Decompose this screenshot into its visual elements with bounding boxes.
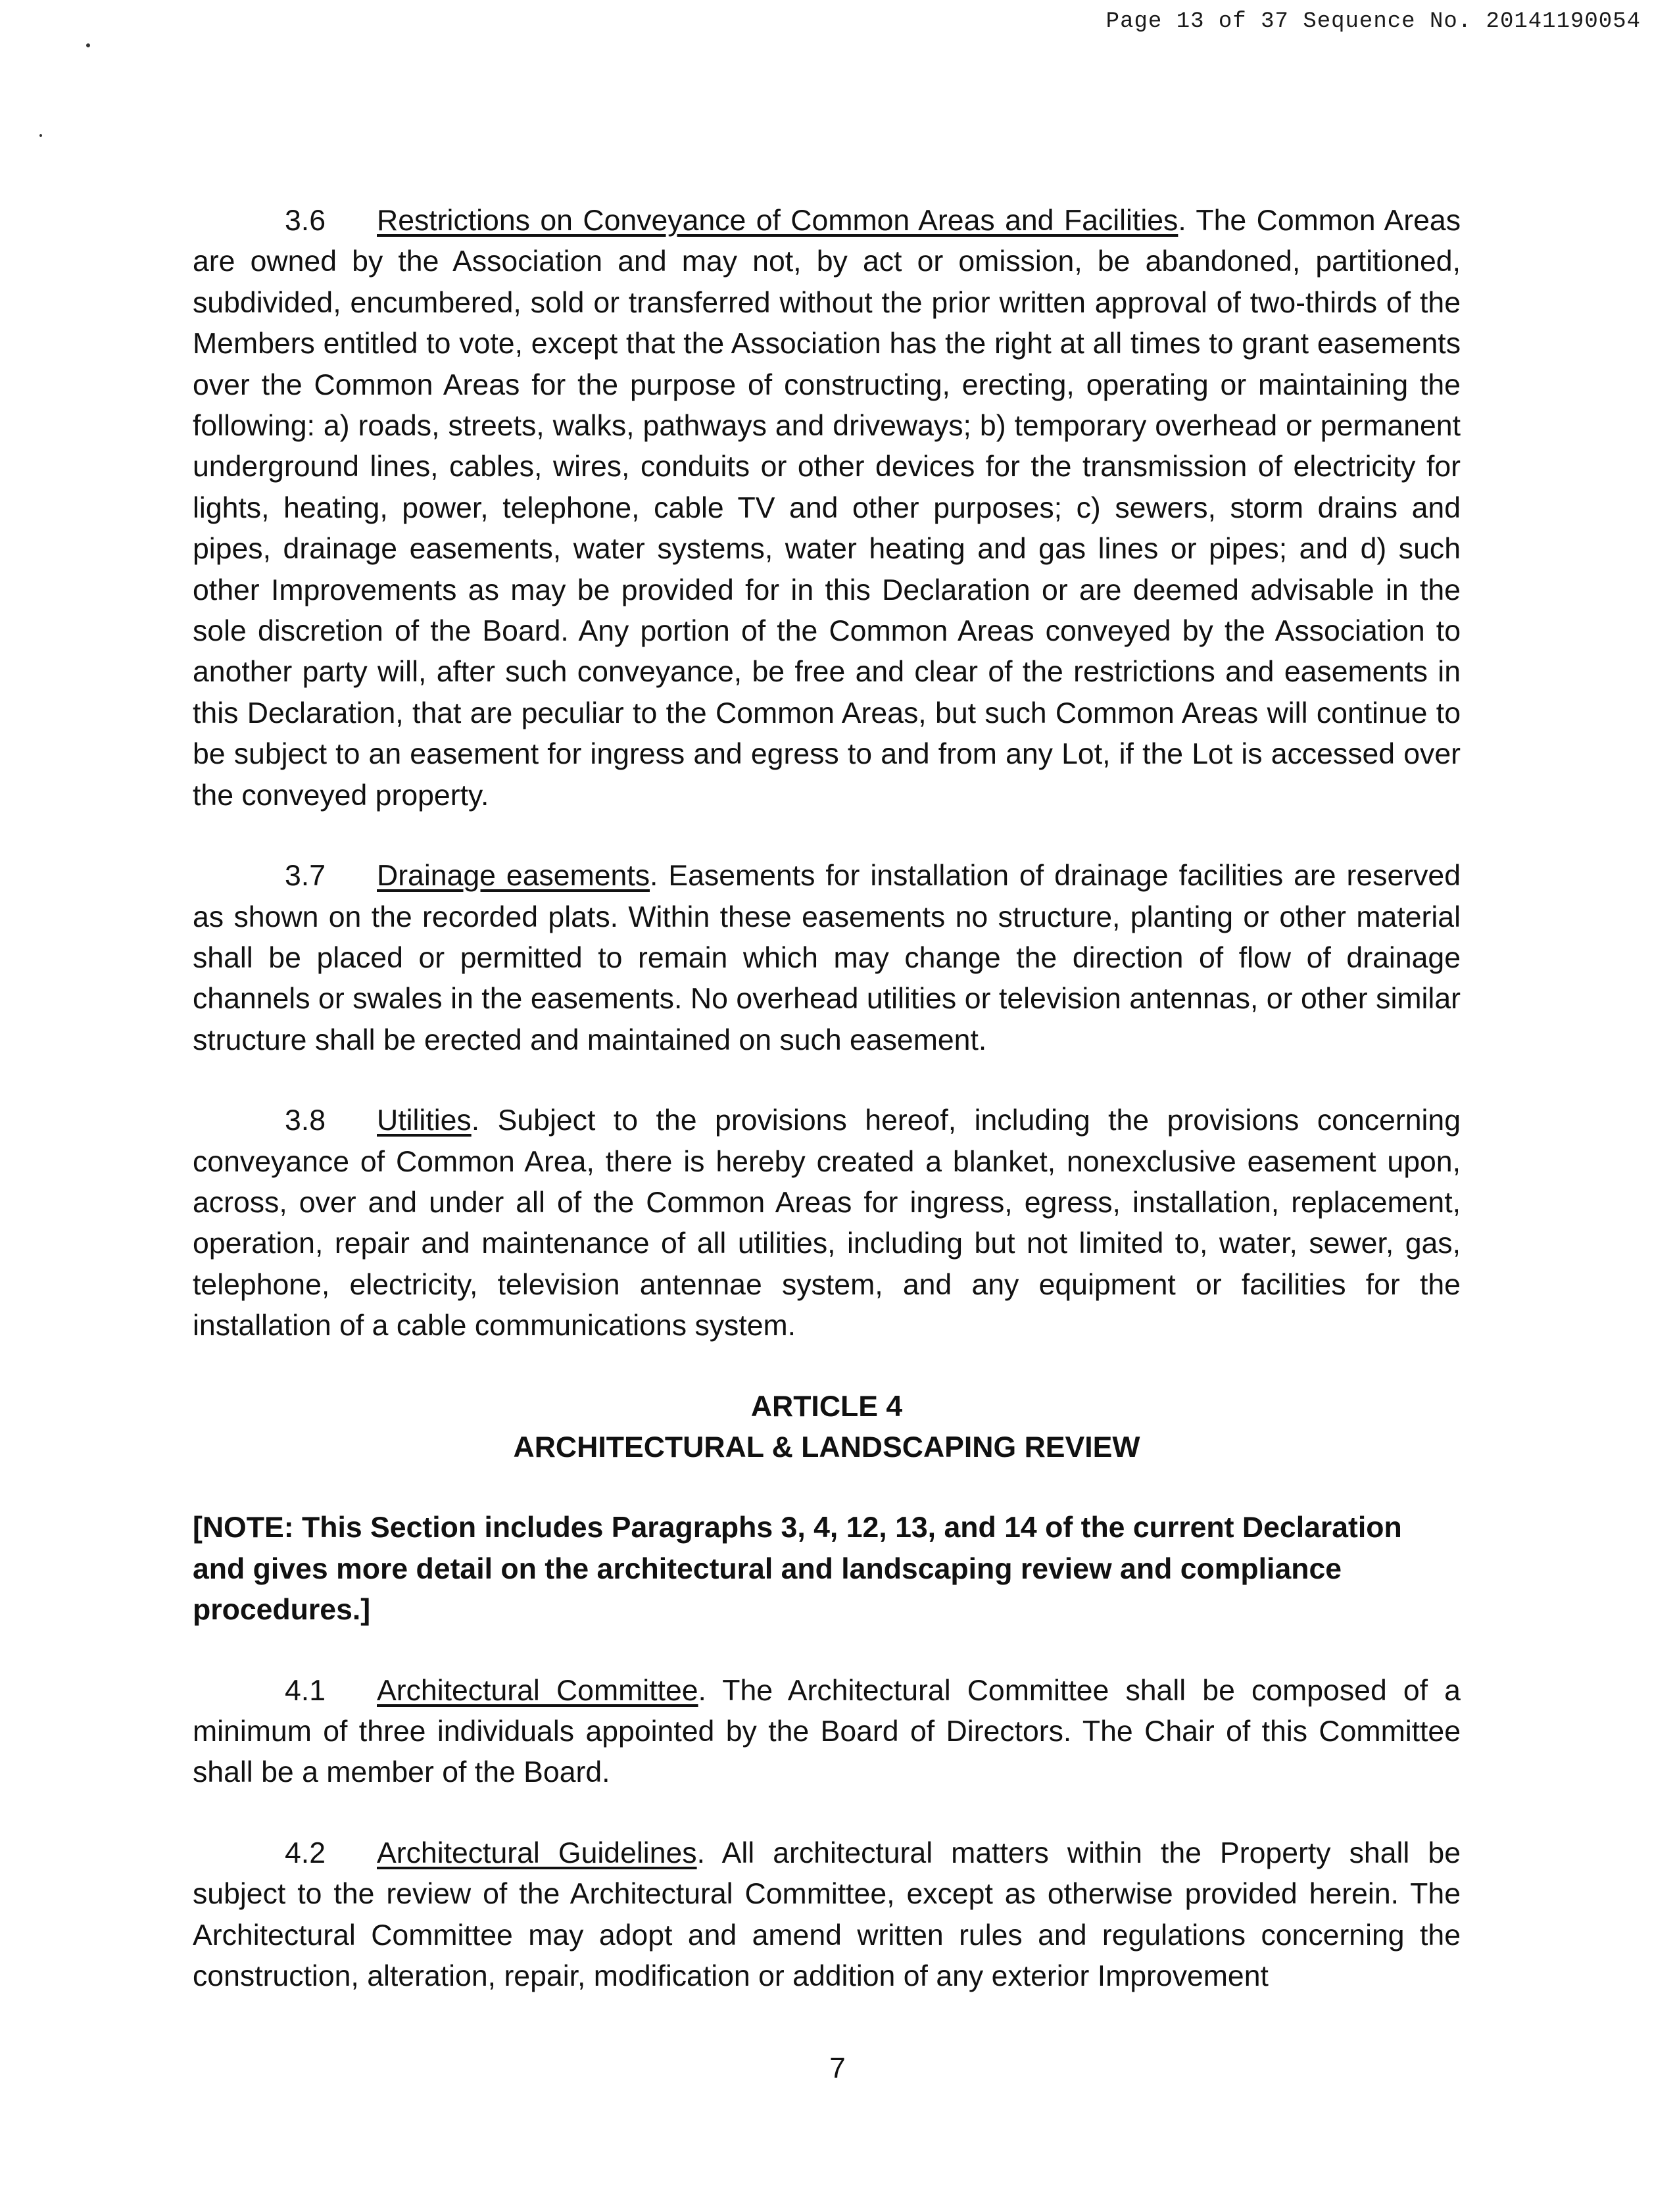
article-heading: [193, 1387, 1461, 1469]
section-title: Architectural Guidelines: [377, 1836, 697, 1869]
scan-speck: [86, 43, 90, 47]
section-body: The Common Areas are owned by the Association and may not, by act or omission, be abandoned, partitioned, subdivided, encumbered, sold or transferred without the prior written approval of two-thirds of the Members entitled to vote, except that the Association has the right at all times to grant easements over the Common Areas for the purpose of constructing, erecting, operating or maintaining the following: a) roads, streets, walks, pathways and driveways; b) temporary overhead or permanent underground lines, cables, wires, conduits or other devices for the transmission of electricity for lights, heating, power, telephone, cable TV and other purposes; c) sewers, storm drains and pipes, drainage easements, water systems, water heating and gas lines or pipes; and d) such other Improvements as may be provided for in this Declaration or are deemed advisable in the sole discretion of the Board. Any portion of the Common Areas conveyed by the Association to another party will, after such conveyance, be free and clear of the restrictions and easements in this Declaration, that are peculiar to the Common Areas, but such Common Areas will continue to be subject to an easement for ingress and egress to and from any Lot, if the Lot is accessed over the conveyed property.: [193, 205, 1461, 812]
section-3-8: 3.8 Utilities. Subject to the provisions hereof, including the provisions concerning conveyance of Common Area, there is hereby created a blanket, nonexclusive easement upon, across, over and under all of the Common Areas for ingress, egress, installation, replacement, operation, repair and maintenance of all utilities, including but not limited to, water, sewer, gas, telephone, electricity, television antennae system, and any equipment or facilities for the installation of a cable communications system.: [193, 1100, 1461, 1346]
section-body: All architectural matters within the Property shall be subject to the review of the Architectural Committee, except as otherwise provided herein. The Architectural Committee may adopt and amend written rules and regulations concerning the construction, alteration, repair, modification or addition of any exterior Improvement: [193, 1836, 1461, 1993]
article-label: ARTICLE 4: [750, 1390, 903, 1423]
section-title: Utilities: [377, 1104, 472, 1137]
section-number: 3.6: [285, 205, 326, 237]
section-body: Subject to the provisions hereof, including the provisions concerning conveyance of Common Area, there is hereby created a blanket, nonexclusive easement upon, across, over and under all of the Common Areas for ingress, egress, installation, replacement, operation, repair and maintenance of all utilities, including but not limited to, water, sewer, gas, telephone, electricity, television antennae system, and any equipment or facilities for the installation of a cable communications system.: [193, 1104, 1461, 1342]
page-number: 7: [829, 2052, 846, 2084]
section-3-7: 3.7 Drainage easements. Easements for installation of drainage facilities are reserved as shown on the recorded plats. Within these easements no structure, planting or other material shall be placed or permitted to remain which may change the direction of flow of drainage channels or swales in the easements. No overhead utilities or television antennas, or other similar structure shall be erected and maintained on such easement.: [193, 856, 1461, 1061]
section-title: Drainage easements: [377, 860, 650, 893]
document-body: [193, 201, 1461, 2036]
section-number: 3.7: [285, 860, 326, 893]
section-3-6: 3.6 Restrictions on Conveyance of Common Areas and Facilities. The Common Areas are owned by the Association and may not, by act or omission, be abandoned, partitioned, subdivided, encumbered, sold or transferred without the prior written approval of two-thirds of the Members entitled to vote, except that the Association has the right at all times to grant easements over the Common Areas for the purpose of constructing, erecting, operating or maintaining the following: a) roads, streets, walks, pathways and driveways; b) temporary overhead or permanent underground lines, cables, wires, conduits or other devices for the transmission of electricity for lights, heating, power, telephone, cable TV and other purposes; c) sewers, storm drains and pipes, drainage easements, water systems, water heating and gas lines or pipes; and d) such other Improvements as may be provided for in this Declaration or are deemed advisable in the sole discretion of the Board. Any portion of the Common Areas conveyed by the Association to another party will, after such conveyance, be free and clear of the restrictions and easements in this Declaration, that are peculiar to the Common Areas, but such Common Areas will continue to be subject to an easement for ingress and egress to and from any Lot, if the Lot is accessed over the conveyed property.: [193, 201, 1461, 816]
section-title: Restrictions on Conveyance of Common Areas and Facilities: [377, 205, 1178, 237]
section-4-2: 4.2 Architectural Guidelines. All architectural matters within the Property shall be subject to the review of the Architectural Committee, except as otherwise provided herein. The Architectural Committee may adopt and amend written rules and regulations concerning the construction, alteration, repair, modification or addition of any exterior Improvement: [193, 1833, 1461, 1998]
section-body: The Architectural Committee shall be composed of a minimum of three individuals appointed by the Board of Directors. The Chair of this Committee shall be a member of the Board.: [193, 1674, 1461, 1789]
section-number: 4.1: [285, 1674, 326, 1707]
editor-note: [NOTE: This Section includes Paragraphs 3, 4, 12, 13, and 14 of the current Declaration and gives more detail on the architectural and landscaping review and compliance procedures.]: [193, 1512, 1402, 1627]
section-4-1: 4.1 Architectural Committee. The Architectural Committee shall be composed of a minimum of three individuals appointed by the Board of Directors. The Chair of this Committee shall be a member of the Board.: [193, 1671, 1461, 1794]
section-body: Easements for installation of drainage facilities are reserved as shown on the recorded plats. Within these easements no structure, planting or other material shall be placed or permitted to remain which may change the direction of flow of drainage channels or swales in the easements. No overhead utilities or television antennas, or other similar structure shall be erected and maintained on such easement.: [193, 860, 1461, 1056]
sequence-stamp: Page 13 of 37 Sequence No. 20141190054: [1105, 9, 1641, 34]
section-title: Architectural Committee: [377, 1674, 698, 1707]
section-number: 3.8: [285, 1104, 326, 1137]
scan-speck: [39, 134, 42, 137]
article-title: ARCHITECTURAL & LANDSCAPING REVIEW: [513, 1431, 1140, 1463]
section-number: 4.2: [285, 1836, 326, 1869]
